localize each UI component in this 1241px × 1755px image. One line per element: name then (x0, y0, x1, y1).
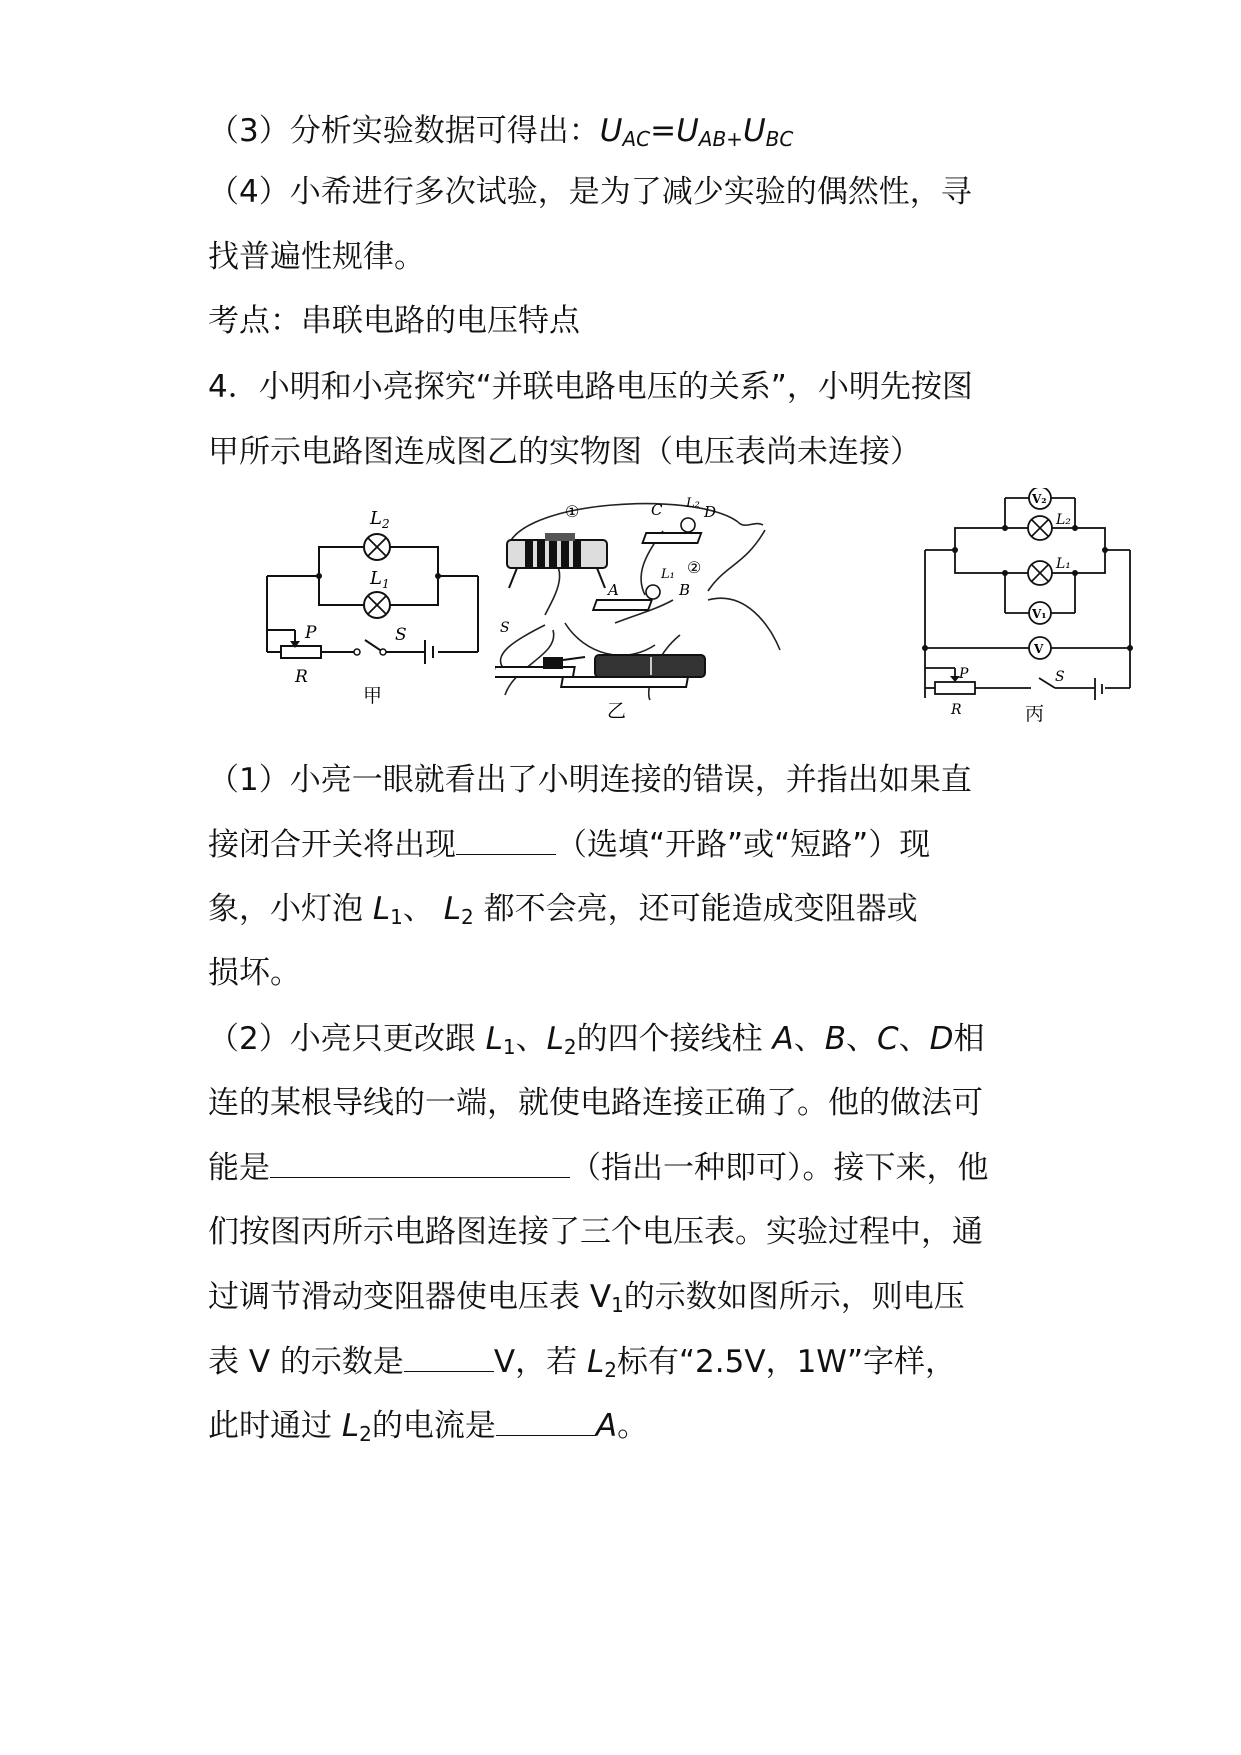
caption-jia: 甲 (363, 685, 383, 707)
svg-text:B: B (679, 581, 691, 599)
svg-text:A: A (608, 581, 619, 599)
svg-text:L₂: L₂ (1056, 512, 1071, 528)
svg-text:R: R (295, 667, 308, 687)
answer-3: （3）分析实验数据可得出：$U_{AC}=U_{AB+}U_{BC}$ (208, 113, 794, 151)
caption-yi: 乙 (607, 700, 627, 720)
lamp-yi-l1-icon (646, 585, 660, 599)
answer-blank-3[interactable] (404, 1343, 494, 1372)
svg-text:S: S (395, 625, 407, 645)
q2-line5: 过调节滑动变阻器使电压表 $V_1$的示数如图所示，则电压 (208, 1279, 965, 1317)
answer-4-line1: （4）小希进行多次试验，是为了减少实验的偶然性，寻 (208, 174, 972, 210)
svg-text:V: V (1034, 642, 1044, 656)
svg-text:L1: $L_1$ (370, 568, 390, 591)
q1-line3: 象，小灯泡 $L_1$、 $L_2$ 都不会亮，还可能造成变阻器或 (208, 891, 918, 929)
svg-text:V₁: V₁ (1032, 607, 1047, 621)
svg-text:R: R (951, 702, 962, 718)
figure-jia (255, 500, 495, 710)
answer-4-line2: 找普遍性规律。 (208, 239, 425, 275)
svg-text:①: ① (565, 502, 580, 521)
question-4-line2: 甲所示电路图连成图乙的实物图（电压表尚未连接） (208, 434, 921, 470)
q2-line4: 们按图丙所示电路图连接了三个电压表。实验过程中，通 (208, 1214, 983, 1250)
q1-line4: 损坏。 (208, 955, 301, 991)
svg-text:C: C (651, 501, 663, 519)
svg-text:D: D (704, 503, 717, 521)
svg-text:S: S (1055, 669, 1065, 685)
q2-line3: 能是 （指出一种即可）。接下来，他 (208, 1150, 989, 1186)
question-4-line1: 4．小明和小亮探究“并联电路电压的关系”，小明先按图 (208, 369, 973, 405)
answer-blank-4[interactable] (496, 1407, 596, 1436)
q2-line1: （2）小亮只更改跟 $L_1$、$L_2$的四个接线柱 A、B、C、D相 (208, 1021, 985, 1059)
key-point: 考点：串联电路的电压特点 (208, 303, 580, 339)
svg-text:②: ② (687, 558, 702, 577)
svg-text:S: S (500, 620, 510, 636)
answer-blank-2[interactable] (270, 1149, 570, 1178)
svg-text:L₁: L₁ (661, 567, 675, 582)
q1-line1: （1）小亮一眼就看出了小明连接的错误，并指出如果直 (208, 762, 972, 798)
svg-text:P: P (959, 666, 969, 682)
q2-line2: 连的某根导线的一端，就使电路连接正确了。他的做法可 (208, 1085, 983, 1121)
q1-line2: 接闭合开关将出现 （选填“开路”或“短路”）现 (208, 827, 931, 863)
answer-blank-1[interactable] (456, 826, 556, 855)
figure-bing (915, 488, 1140, 728)
figure-yi (495, 495, 825, 720)
svg-text:L₁: L₁ (1056, 556, 1071, 572)
lamp-yi-l2-icon (681, 518, 695, 532)
q2-line7: 此时通过 $L_2$的电流是 A。 (208, 1408, 649, 1446)
svg-text:L₂: L₂ (686, 496, 700, 511)
q2-line6: 表 V 的示数是 V，若 $L_2$标有“2.5V，1W”字样， (208, 1344, 957, 1382)
svg-text:P: P (305, 623, 317, 643)
svg-text:V₂: V₂ (1032, 492, 1047, 506)
svg-text:L2: $L_2$ (370, 508, 390, 531)
caption-bing: 丙 (1025, 703, 1045, 725)
